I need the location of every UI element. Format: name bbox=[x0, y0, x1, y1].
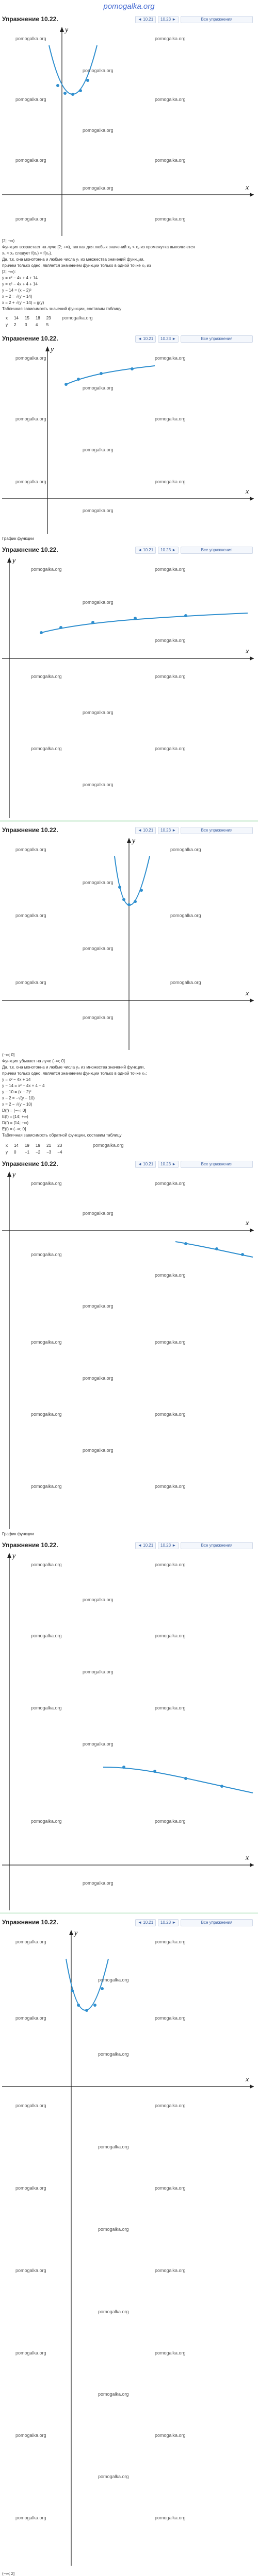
solution-text bbox=[2, 1052, 255, 1139]
x-axis-arrow-icon bbox=[250, 998, 254, 1003]
solution-line: Функция убывает на луче (−∞; 0] bbox=[2, 1059, 65, 1063]
solution-line: (−∞; 2] bbox=[2, 2571, 15, 2576]
table-cell: 18 bbox=[35, 316, 40, 320]
watermark: pomogalka.org bbox=[155, 2103, 186, 2108]
watermark: pomogalka.org bbox=[155, 638, 186, 643]
watermark: pomogalka.org bbox=[31, 1633, 62, 1638]
exercise-title: Упражнение 10.22. bbox=[2, 826, 58, 834]
graph-point bbox=[140, 889, 143, 892]
solution-line: причем только одно, является значением функции только в одной точке x₀ из bbox=[2, 263, 151, 268]
solution-text bbox=[2, 1531, 255, 1537]
graph-canvas bbox=[0, 555, 258, 819]
graph-point bbox=[118, 886, 121, 889]
next-exercise-button[interactable]: 10.23 ► bbox=[158, 1161, 179, 1168]
watermark: pomogalka.org bbox=[83, 946, 114, 951]
section-divider bbox=[0, 1912, 258, 1914]
solution-line: Да, т.к. она монотонна и любые числа y₀ из множества значений функции, bbox=[2, 1065, 145, 1070]
table-cell: 5 bbox=[46, 323, 49, 327]
all-exercises-button[interactable]: Все упражнения bbox=[181, 1542, 253, 1549]
solution-line: x₁ < x₂ следует f(x₁) < f(x₂). bbox=[2, 251, 52, 256]
function-curve bbox=[66, 366, 155, 384]
x-axis-label: x bbox=[246, 1219, 249, 1227]
watermark: pomogalka.org bbox=[93, 1143, 124, 1148]
all-exercises-button[interactable]: Все упражнения bbox=[181, 827, 253, 834]
watermark: pomogalka.org bbox=[98, 2144, 129, 2149]
watermark: pomogalka.org bbox=[155, 1181, 186, 1186]
graph-point bbox=[56, 84, 59, 87]
table-cell: x bbox=[6, 1143, 8, 1148]
y-axis-label: y bbox=[74, 1929, 78, 1937]
exercise-header bbox=[0, 1918, 258, 1927]
watermark: pomogalka.org bbox=[155, 1273, 186, 1278]
graph bbox=[0, 1928, 258, 2567]
function-curve bbox=[103, 1767, 253, 1793]
solution-line: E(f) = (−∞; 0] bbox=[2, 1127, 26, 1131]
graph-point bbox=[241, 1253, 244, 1256]
watermark: pomogalka.org bbox=[83, 600, 114, 605]
y-axis-arrow-icon bbox=[7, 1553, 11, 1558]
watermark: pomogalka.org bbox=[83, 1211, 114, 1216]
watermark: pomogalka.org bbox=[155, 97, 186, 102]
x-axis-label: x bbox=[246, 488, 249, 496]
solution-line: Табличная зависимость значений функции, составим таблицу bbox=[2, 307, 122, 311]
exercise-header bbox=[0, 14, 258, 24]
next-exercise-button[interactable]: 10.23 ► bbox=[158, 335, 179, 343]
solution-line: Функция возрастает на луче [2; +∞), так как для любых значений x₁ < x₂ из промежутка выполняется bbox=[2, 245, 195, 249]
prev-exercise-button[interactable]: ◄ 10.21 bbox=[135, 335, 156, 343]
solution-line: [2; +∞) bbox=[2, 239, 15, 243]
watermark: pomogalka.org bbox=[83, 1303, 114, 1309]
section-divider bbox=[0, 820, 258, 822]
watermark: pomogalka.org bbox=[15, 2103, 46, 2108]
graph bbox=[0, 836, 258, 1051]
watermark: pomogalka.org bbox=[170, 913, 201, 918]
y-axis-arrow-icon bbox=[45, 346, 50, 351]
graph bbox=[0, 25, 258, 237]
function-curve bbox=[41, 613, 248, 633]
table-cell: 19 bbox=[36, 1143, 40, 1148]
solution-line: D(f) = (−∞; 0] bbox=[2, 1108, 26, 1113]
watermark: pomogalka.org bbox=[83, 1669, 114, 1674]
watermark: pomogalka.org bbox=[83, 508, 114, 513]
solution-line: y = x² − 4x + 4 + 14 bbox=[2, 282, 38, 286]
watermark: pomogalka.org bbox=[31, 1819, 62, 1824]
watermark: pomogalka.org bbox=[155, 2350, 186, 2355]
x-axis-label: x bbox=[246, 2076, 249, 2083]
graph-canvas bbox=[0, 25, 258, 237]
solution-line: y − 10 = (x − 2)² bbox=[2, 1090, 31, 1094]
function-curve bbox=[115, 856, 150, 905]
table-cell: 0 bbox=[14, 1150, 17, 1155]
solution-line: x − 2 = −√(y − 10) bbox=[2, 1096, 35, 1100]
y-axis-label: y bbox=[12, 1552, 16, 1560]
solution-text bbox=[2, 238, 255, 312]
table-cell: −2 bbox=[36, 1150, 41, 1155]
watermark: pomogalka.org bbox=[83, 710, 114, 715]
watermark: pomogalka.org bbox=[155, 2015, 186, 2021]
watermark: pomogalka.org bbox=[83, 1741, 114, 1747]
graph-point bbox=[63, 92, 67, 95]
watermark: pomogalka.org bbox=[155, 1562, 186, 1567]
prev-exercise-button[interactable]: ◄ 10.21 bbox=[135, 1161, 156, 1168]
watermark: pomogalka.org bbox=[155, 674, 186, 679]
solution-line: Да, т.к. она монотонна и любые числа y₁ из множества значений функции, bbox=[2, 257, 144, 262]
all-exercises-button[interactable]: Все упражнения bbox=[181, 1919, 253, 1926]
graph-canvas bbox=[0, 1170, 258, 1530]
graph-point bbox=[77, 2004, 80, 2007]
watermark: pomogalka.org bbox=[15, 2268, 46, 2273]
watermark: pomogalka.org bbox=[98, 2052, 129, 2057]
watermark: pomogalka.org bbox=[155, 355, 186, 361]
y-axis-arrow-icon bbox=[127, 838, 131, 843]
solution-line: Табличная зависимость обратной функции, составим таблицу bbox=[2, 1133, 122, 1138]
watermark: pomogalka.org bbox=[15, 36, 46, 41]
y-axis-arrow-icon bbox=[60, 27, 64, 32]
graph-point bbox=[134, 900, 137, 903]
watermark: pomogalka.org bbox=[31, 746, 62, 751]
table-cell: −3 bbox=[46, 1150, 52, 1155]
graph bbox=[0, 555, 258, 819]
exercise-title: Упражнение 10.22. bbox=[2, 1919, 58, 1926]
graph-canvas bbox=[0, 344, 258, 535]
watermark: pomogalka.org bbox=[15, 2515, 46, 2520]
graph-canvas bbox=[0, 836, 258, 1051]
graph-point bbox=[122, 1766, 125, 1769]
watermark: pomogalka.org bbox=[15, 97, 46, 102]
watermark: pomogalka.org bbox=[83, 1015, 114, 1020]
next-exercise-button[interactable]: 10.23 ► bbox=[158, 827, 179, 834]
value-table bbox=[2, 1142, 66, 1156]
watermark: pomogalka.org bbox=[155, 567, 186, 572]
table-cell: x bbox=[6, 316, 8, 320]
prev-exercise-button[interactable]: ◄ 10.21 bbox=[135, 16, 156, 23]
y-axis-arrow-icon bbox=[69, 1930, 73, 1935]
graph-point bbox=[79, 89, 82, 92]
watermark: pomogalka.org bbox=[170, 847, 201, 852]
all-exercises-button[interactable]: Все упражнения bbox=[181, 1161, 253, 1168]
watermark: pomogalka.org bbox=[83, 447, 114, 452]
exercise-header bbox=[0, 545, 258, 554]
y-axis-arrow-icon bbox=[7, 1172, 11, 1177]
y-axis-arrow-icon bbox=[7, 557, 11, 563]
exercise-header bbox=[0, 825, 258, 835]
y-axis-label: y bbox=[65, 26, 69, 34]
graph-point bbox=[85, 2009, 88, 2012]
watermark: pomogalka.org bbox=[155, 158, 186, 163]
next-exercise-button[interactable]: 10.23 ► bbox=[158, 16, 179, 23]
watermark: pomogalka.org bbox=[31, 674, 62, 679]
graph-point bbox=[220, 1785, 223, 1788]
watermark: pomogalka.org bbox=[83, 1597, 114, 1602]
graph-point bbox=[131, 367, 134, 370]
exercise-header bbox=[0, 334, 258, 343]
graph bbox=[0, 344, 258, 535]
watermark: pomogalka.org bbox=[155, 2185, 186, 2191]
graph-point bbox=[77, 378, 80, 381]
watermark: pomogalka.org bbox=[83, 880, 114, 885]
watermark: pomogalka.org bbox=[31, 1705, 62, 1710]
graph-point bbox=[101, 1987, 104, 1990]
graph-point bbox=[40, 631, 43, 634]
next-exercise-button[interactable]: 10.23 ► bbox=[158, 547, 179, 554]
watermark: pomogalka.org bbox=[98, 2309, 129, 2314]
watermark: pomogalka.org bbox=[155, 1633, 186, 1638]
solution-line: x = 2 − √(y − 10) bbox=[2, 1102, 33, 1107]
exercise-title: Упражнение 10.22. bbox=[2, 15, 58, 23]
table-cell: 23 bbox=[46, 316, 51, 320]
graph-point bbox=[127, 903, 131, 906]
x-axis-arrow-icon bbox=[250, 497, 254, 501]
watermark: pomogalka.org bbox=[155, 1484, 186, 1489]
prev-exercise-button[interactable]: ◄ 10.21 bbox=[135, 1919, 156, 1926]
graph-point bbox=[64, 383, 68, 386]
graph-canvas bbox=[0, 1551, 258, 1911]
graph-point bbox=[215, 1247, 218, 1250]
graph-point bbox=[71, 93, 74, 96]
watermark: pomogalka.org bbox=[62, 315, 93, 320]
watermark: pomogalka.org bbox=[155, 479, 186, 484]
graph-point bbox=[71, 1989, 74, 1992]
table-cell: 19 bbox=[24, 1143, 29, 1148]
watermark: pomogalka.org bbox=[31, 1181, 62, 1186]
watermark: pomogalka.org bbox=[155, 2433, 186, 2438]
watermark: pomogalka.org bbox=[83, 68, 114, 73]
function-curve bbox=[66, 1959, 108, 2010]
all-exercises-button[interactable]: Все упражнения bbox=[181, 547, 253, 554]
graph-point bbox=[59, 626, 62, 629]
table-cell: 2 bbox=[14, 323, 17, 327]
watermark: pomogalka.org bbox=[15, 2015, 46, 2021]
watermark: pomogalka.org bbox=[15, 479, 46, 484]
watermark: pomogalka.org bbox=[31, 567, 62, 572]
watermark: pomogalka.org bbox=[155, 1819, 186, 1824]
watermark: pomogalka.org bbox=[155, 1412, 186, 1417]
solution-text bbox=[2, 536, 255, 542]
watermark: pomogalka.org bbox=[155, 2268, 186, 2273]
solution-line: E(f) = [14; +∞) bbox=[2, 1114, 28, 1119]
table-cell: −4 bbox=[57, 1150, 62, 1155]
y-axis-label: y bbox=[12, 1171, 16, 1179]
watermark: pomogalka.org bbox=[83, 782, 114, 787]
solution-line: [2; +∞): bbox=[2, 269, 16, 274]
watermark: pomogalka.org bbox=[31, 1562, 62, 1567]
graph-point bbox=[91, 621, 94, 624]
table-cell: −1 bbox=[24, 1150, 30, 1155]
watermark: pomogalka.org bbox=[170, 980, 201, 985]
graph-point bbox=[86, 79, 89, 82]
x-axis-label: x bbox=[246, 990, 249, 997]
solution-line: y = x² − 4x + 14 bbox=[2, 1077, 31, 1082]
graph-canvas bbox=[0, 1928, 258, 2567]
exercise-title: Упражнение 10.22. bbox=[2, 546, 58, 553]
solution-line: График функции bbox=[2, 536, 34, 541]
watermark: pomogalka.org bbox=[98, 2474, 129, 2479]
solution-line: причем только одно, является значением функции только в одной точке x₀: bbox=[2, 1071, 147, 1076]
solution-line: y − 14 = (x − 2)² bbox=[2, 288, 31, 293]
watermark: pomogalka.org bbox=[155, 1939, 186, 1944]
table-cell: y bbox=[6, 323, 8, 327]
x-axis-label: x bbox=[246, 184, 249, 192]
watermark: pomogalka.org bbox=[31, 1252, 62, 1257]
watermark: pomogalka.org bbox=[98, 2227, 129, 2232]
graph bbox=[0, 1551, 258, 1911]
watermark: pomogalka.org bbox=[83, 185, 114, 191]
watermark: pomogalka.org bbox=[155, 416, 186, 421]
x-axis-arrow-icon bbox=[250, 1863, 254, 1867]
solution-line: x = 2 + √(y − 14) = g(y) bbox=[2, 300, 44, 305]
table-cell: 4 bbox=[35, 323, 38, 327]
solution-line: x − 2 = √(y − 14) bbox=[2, 294, 33, 299]
watermark: pomogalka.org bbox=[15, 2433, 46, 2438]
site-logo[interactable]: pomogalka.org bbox=[103, 2, 155, 11]
watermark: pomogalka.org bbox=[15, 216, 46, 222]
watermark: pomogalka.org bbox=[15, 913, 46, 918]
solution-line: y − 14 = x² − 4x + 4 − 4 bbox=[2, 1083, 45, 1088]
x-axis-label: x bbox=[246, 648, 249, 655]
y-axis-label: y bbox=[132, 837, 136, 845]
table-cell: 3 bbox=[24, 323, 27, 327]
x-axis-arrow-icon bbox=[250, 193, 254, 197]
graph-point bbox=[184, 1242, 187, 1245]
graph-point bbox=[93, 2004, 96, 2007]
watermark: pomogalka.org bbox=[98, 1977, 129, 1982]
graph-point bbox=[184, 1777, 187, 1780]
all-exercises-button[interactable]: Все упражнения bbox=[181, 335, 253, 343]
solution-line: y = x² − 4x + 4 + 14 bbox=[2, 276, 38, 280]
watermark: pomogalka.org bbox=[83, 128, 114, 133]
x-axis-label: x bbox=[246, 1854, 249, 1862]
watermark: pomogalka.org bbox=[155, 1340, 186, 1345]
table-cell: y bbox=[6, 1150, 8, 1155]
table-cell: 23 bbox=[57, 1143, 62, 1148]
exercise-title: Упражнение 10.22. bbox=[2, 1541, 58, 1549]
solution-line: D(f) = [14; +∞) bbox=[2, 1121, 29, 1125]
prev-exercise-button[interactable]: ◄ 10.21 bbox=[135, 827, 156, 834]
watermark: pomogalka.org bbox=[83, 1376, 114, 1381]
graph bbox=[0, 1170, 258, 1530]
watermark: pomogalka.org bbox=[15, 158, 46, 163]
table-cell: 15 bbox=[24, 316, 29, 320]
next-exercise-button[interactable]: 10.23 ► bbox=[158, 1919, 179, 1926]
x-axis-arrow-icon bbox=[250, 2084, 254, 2089]
watermark: pomogalka.org bbox=[83, 1448, 114, 1453]
prev-exercise-button[interactable]: ◄ 10.21 bbox=[135, 1542, 156, 1549]
exercise-header bbox=[0, 1540, 258, 1550]
x-axis-arrow-icon bbox=[250, 656, 254, 660]
table-cell: 14 bbox=[14, 316, 19, 320]
watermark: pomogalka.org bbox=[31, 1340, 62, 1345]
graph-point bbox=[100, 372, 103, 375]
solution-line: (−∞; 0] bbox=[2, 1053, 15, 1057]
watermark: pomogalka.org bbox=[155, 216, 186, 222]
watermark: pomogalka.org bbox=[15, 847, 46, 852]
x-axis-arrow-icon bbox=[250, 1228, 254, 1232]
graph-point bbox=[184, 614, 187, 617]
graph-point bbox=[153, 1770, 156, 1773]
watermark: pomogalka.org bbox=[15, 416, 46, 421]
watermark: pomogalka.org bbox=[98, 2392, 129, 2397]
watermark: pomogalka.org bbox=[15, 1939, 46, 1944]
watermark: pomogalka.org bbox=[155, 746, 186, 751]
watermark: pomogalka.org bbox=[15, 2350, 46, 2355]
graph-point bbox=[134, 617, 137, 620]
prev-exercise-button[interactable]: ◄ 10.21 bbox=[135, 547, 156, 554]
watermark: pomogalka.org bbox=[31, 1484, 62, 1489]
table-cell: 14 bbox=[14, 1143, 19, 1148]
table-cell: 21 bbox=[46, 1143, 52, 1148]
watermark: pomogalka.org bbox=[83, 1880, 114, 1886]
graph-point bbox=[122, 898, 125, 901]
watermark: pomogalka.org bbox=[83, 385, 114, 391]
exercise-title: Упражнение 10.22. bbox=[2, 1160, 58, 1167]
solution-line: График функции bbox=[2, 1532, 34, 1536]
watermark: pomogalka.org bbox=[15, 355, 46, 361]
solution-text bbox=[2, 2571, 255, 2576]
watermark: pomogalka.org bbox=[31, 1412, 62, 1417]
watermark: pomogalka.org bbox=[155, 36, 186, 41]
watermark: pomogalka.org bbox=[15, 2185, 46, 2191]
exercise-header bbox=[0, 1159, 258, 1168]
value-table bbox=[2, 314, 55, 329]
exercise-title: Упражнение 10.22. bbox=[2, 335, 58, 342]
y-axis-label: y bbox=[12, 557, 16, 565]
next-exercise-button[interactable]: 10.23 ► bbox=[158, 1542, 179, 1549]
y-axis-label: y bbox=[51, 346, 54, 353]
all-exercises-button[interactable]: Все упражнения bbox=[181, 16, 253, 23]
watermark: pomogalka.org bbox=[155, 1705, 186, 1710]
watermark: pomogalka.org bbox=[15, 980, 46, 985]
watermark: pomogalka.org bbox=[155, 2515, 186, 2520]
